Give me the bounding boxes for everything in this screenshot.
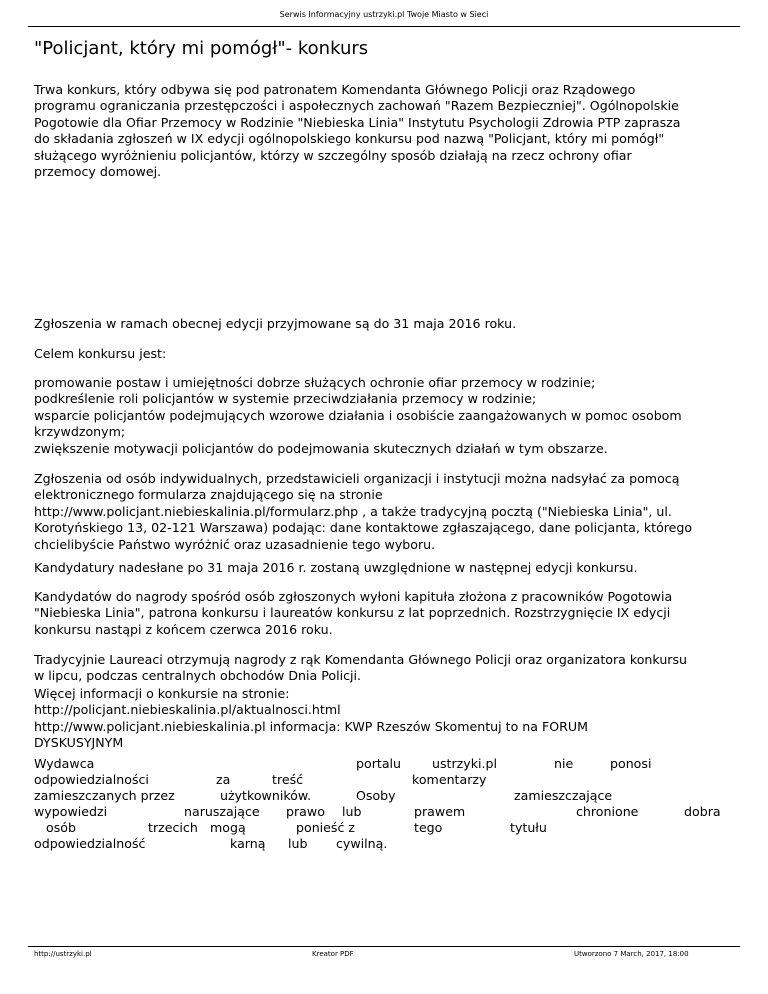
awards-paragraph: Tradycyjnie Laureaci otrzymują nagrody z rąk Komendanta Głównego Policji oraz organizatora konkursu w lipcu, podczas centralnych obchodów Dnia Policji. bbox=[34, 652, 688, 684]
disclaimer-word: mogą bbox=[210, 820, 246, 835]
disclaimer-word: ponieść z bbox=[296, 820, 356, 835]
disclaimer-word: nie bbox=[554, 756, 574, 771]
footer-created-date: Utworzono 7 March, 2017, 18:00 bbox=[574, 950, 689, 958]
disclaimer-word: chronione bbox=[576, 804, 639, 819]
disclaimer-word: komentarzy bbox=[412, 772, 487, 787]
site-title-header: Serwis Informacyjny ustrzyki.pl Twoje Miasto w Sieci bbox=[279, 10, 489, 19]
header-divider bbox=[28, 26, 740, 27]
footer-creator: Kreator PDF bbox=[312, 950, 354, 958]
disclaimer-word: cywilną. bbox=[336, 836, 388, 851]
deadline-paragraph: Zgłoszenia w ramach obecnej edycji przyjmowane są do 31 maja 2016 roku. bbox=[34, 316, 517, 331]
intro-paragraph: Trwa konkurs, który odbywa się pod patronatem Komendanta Głównego Policji oraz Rządowego programu ograniczania przestępczości i aspołecznych zachowań "Razem Bezpieczniej". Ogólnopolskie Pogotowie dla Ofiar Przemocy w Rodzinie "Niebieska Linia" Instytutu Psychologii Zdrowia PTP zaprasza do składania zgłoszeń w IX edycji ogólnopolskiego konkursu pod nazwą "Policjant, który mi pomógł" służącego wyróżnieniu policjantów, którzy w szczególny sposób działają na rzecz ochrony ofiar przemocy domowej. bbox=[34, 82, 681, 180]
disclaimer-word: prawem bbox=[414, 804, 466, 819]
disclaimer-word: prawo bbox=[286, 804, 325, 819]
disclaimer-word: karną bbox=[230, 836, 266, 851]
disclaimer-word: osób bbox=[46, 820, 76, 835]
disclaimer-word: treść bbox=[272, 772, 304, 787]
disclaimer-word: ustrzyki.pl bbox=[432, 756, 498, 771]
disclaimer-word: odpowiedzialność bbox=[34, 836, 146, 851]
disclaimer-word: lub bbox=[342, 804, 362, 819]
disclaimer-word: naruszające bbox=[184, 804, 260, 819]
disclaimer-word: portalu bbox=[356, 756, 402, 771]
submissions-paragraph: Zgłoszenia od osób indywidualnych, przedstawicieli organizacji i instytucji można nadsyłać za pomocą elektronicznego formularza znajdującego się na stronie http://www.policjant.niebieskalinia.pl/formularz.php , a także tradycyjną pocztą ("Niebieska Linia", ul. Korotyńskiego 13, 02-121 Warszawa) podając: dane kontaktowe zgłaszającego, dane policjanta, którego chcielibyście Państwo wyróżnić oraz uzasadnienie tego wyboru. bbox=[34, 471, 693, 552]
disclaimer-word: trzecich bbox=[148, 820, 198, 835]
blank-ad-space bbox=[34, 186, 724, 310]
disclaimer-word: ponosi bbox=[610, 756, 652, 771]
disclaimer-word: tego bbox=[414, 820, 443, 835]
disclaimer-word: Wydawca bbox=[34, 756, 95, 771]
goals-list: promowanie postaw i umiejętności dobrze służących ochronie ofiar przemocy w rodzinie; podkreślenie roli policjantów w systemie przeciwdziałania przemocy w rodzinie; wsparcie policjantów podejmujących wzorowe działania i osobiście zaangażowanych w pomoc osobom krzywdzonym; zwiększenie motywacji policjantów do podejmowania skutecznych działań w tym obszarze. bbox=[34, 375, 682, 456]
disclaimer-word: zamieszczanych przez bbox=[34, 788, 175, 803]
goal-heading: Celem konkursu jest: bbox=[34, 346, 167, 361]
article-title: "Policjant, który mi pomógł"- konkurs bbox=[34, 38, 369, 59]
footer-divider bbox=[28, 946, 740, 947]
more-info-paragraph: Więcej informacji o konkursie na stronie: http://policjant.niebieskalinia.pl/aktualnosci.html http://www.policjant.niebieskalinia.pl informacja: KWP Rzeszów Skomentuj to na FORUM DYSKUSYJNYM bbox=[34, 686, 589, 751]
late-submissions-paragraph: Kandydatury nadesłane po 31 maja 2016 r. zostaną uwzględnione w następnej edycji konkursu. bbox=[34, 560, 638, 575]
disclaimer-word: dobra bbox=[684, 804, 721, 819]
disclaimer-word: odpowiedzialności bbox=[34, 772, 149, 787]
disclaimer-word: zamieszczające bbox=[514, 788, 613, 803]
disclaimer-word: za bbox=[216, 772, 231, 787]
footer-url: http://ustrzyki.pl bbox=[34, 950, 92, 958]
disclaimer-word: lub bbox=[288, 836, 308, 851]
disclaimer-word: wypowiedzi bbox=[34, 804, 108, 819]
disclaimer-word: tytułu bbox=[510, 820, 547, 835]
disclaimer-word: użytkowników. bbox=[220, 788, 312, 803]
jury-paragraph: Kandydatów do nagrody spośród osób zgłoszonych wyłoni kapituła złożona z pracowników Pogotowia "Niebieska Linia", patrona konkursu i laureatów konkursu z lat poprzednich. Rozstrzygnięcie IX edycji konkursu nastąpi z końcem czerwca 2016 roku. bbox=[34, 589, 673, 637]
disclaimer-word: Osoby bbox=[356, 788, 396, 803]
